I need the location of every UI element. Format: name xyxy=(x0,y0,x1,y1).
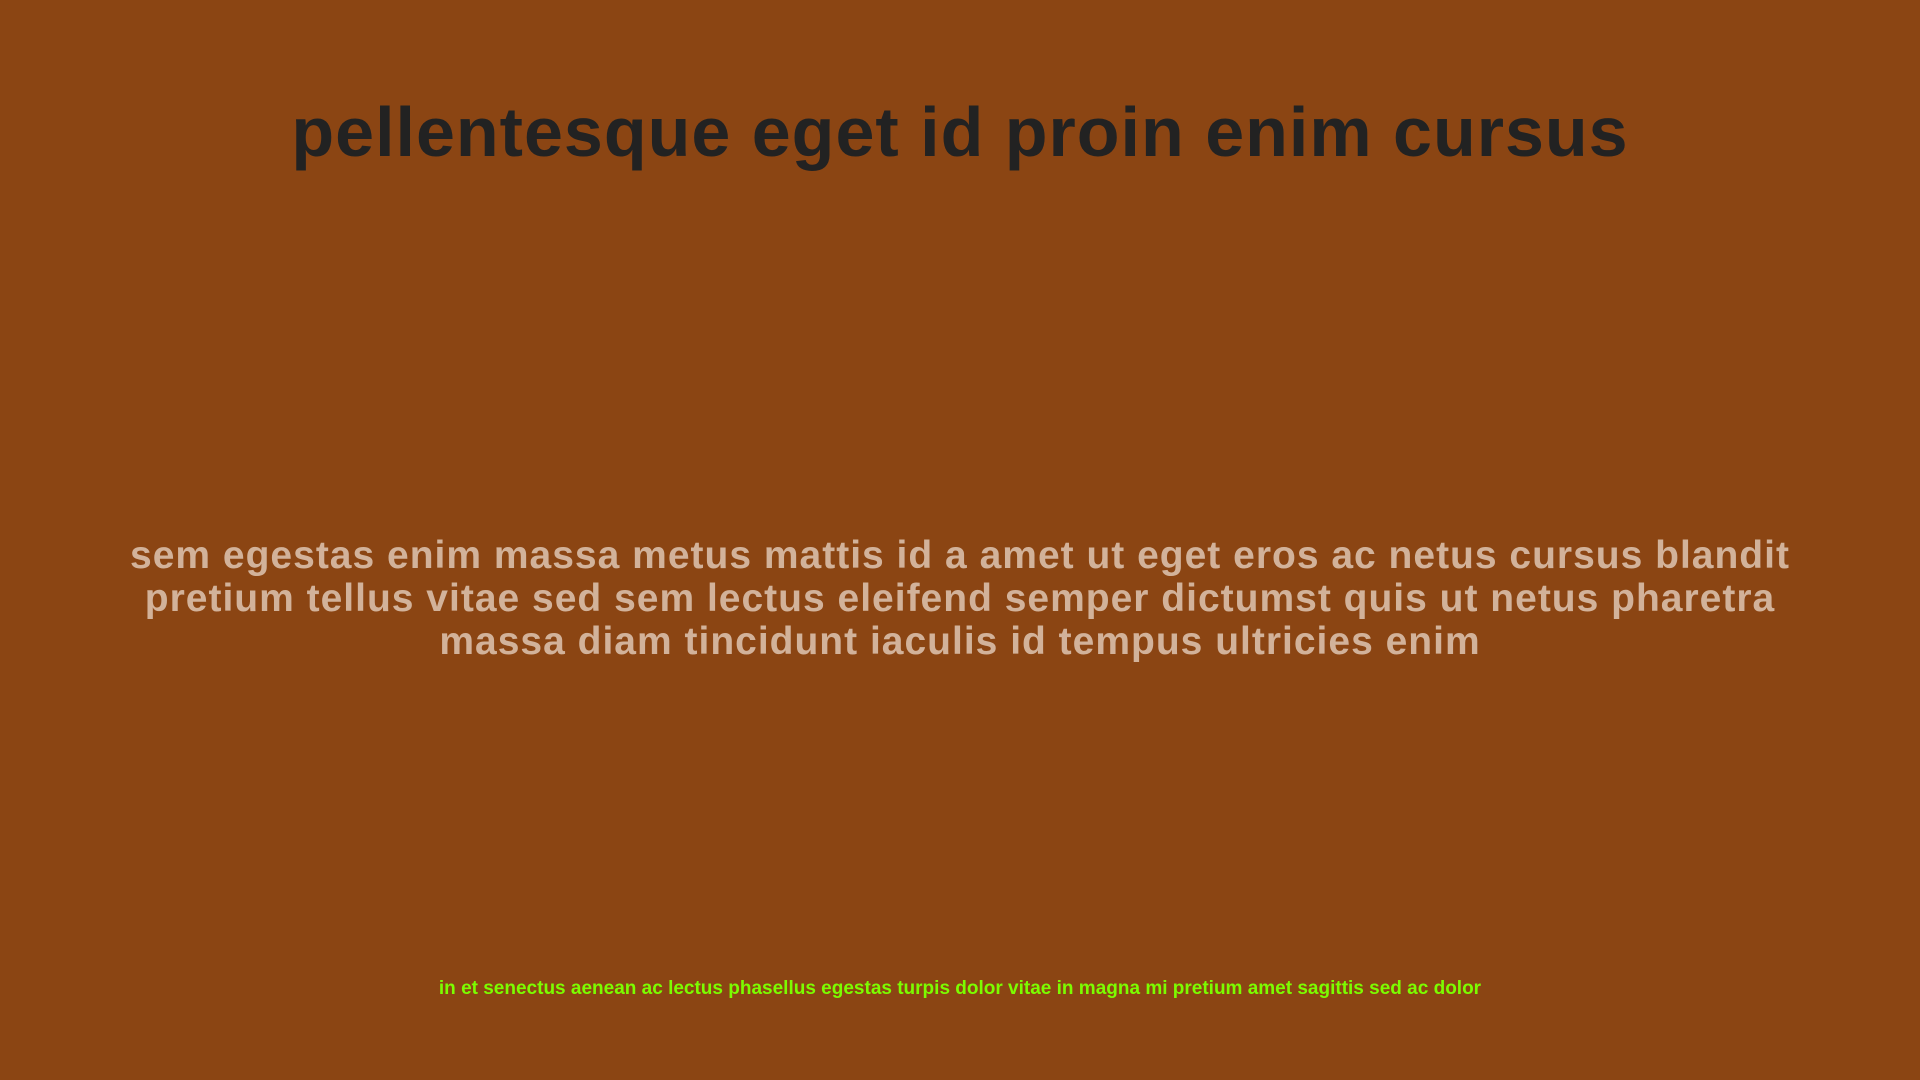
page-title: pellentesque eget id proin enim cursus xyxy=(291,93,1629,171)
body-paragraph: sem egestas enim massa metus mattis id a amet ut eget eros ac netus cursus blandit pretium tellus vitae sed sem lectus eleifend semper dictumst quis ut netus pharetra massa diam tincidunt iaculis id tempus ultricies enim xyxy=(130,534,1790,663)
footer-text: in et senectus aenean ac lectus phasellus egestas turpis dolor vitae in magna mi pretium amet sagittis sed ac dolor xyxy=(438,978,1482,999)
